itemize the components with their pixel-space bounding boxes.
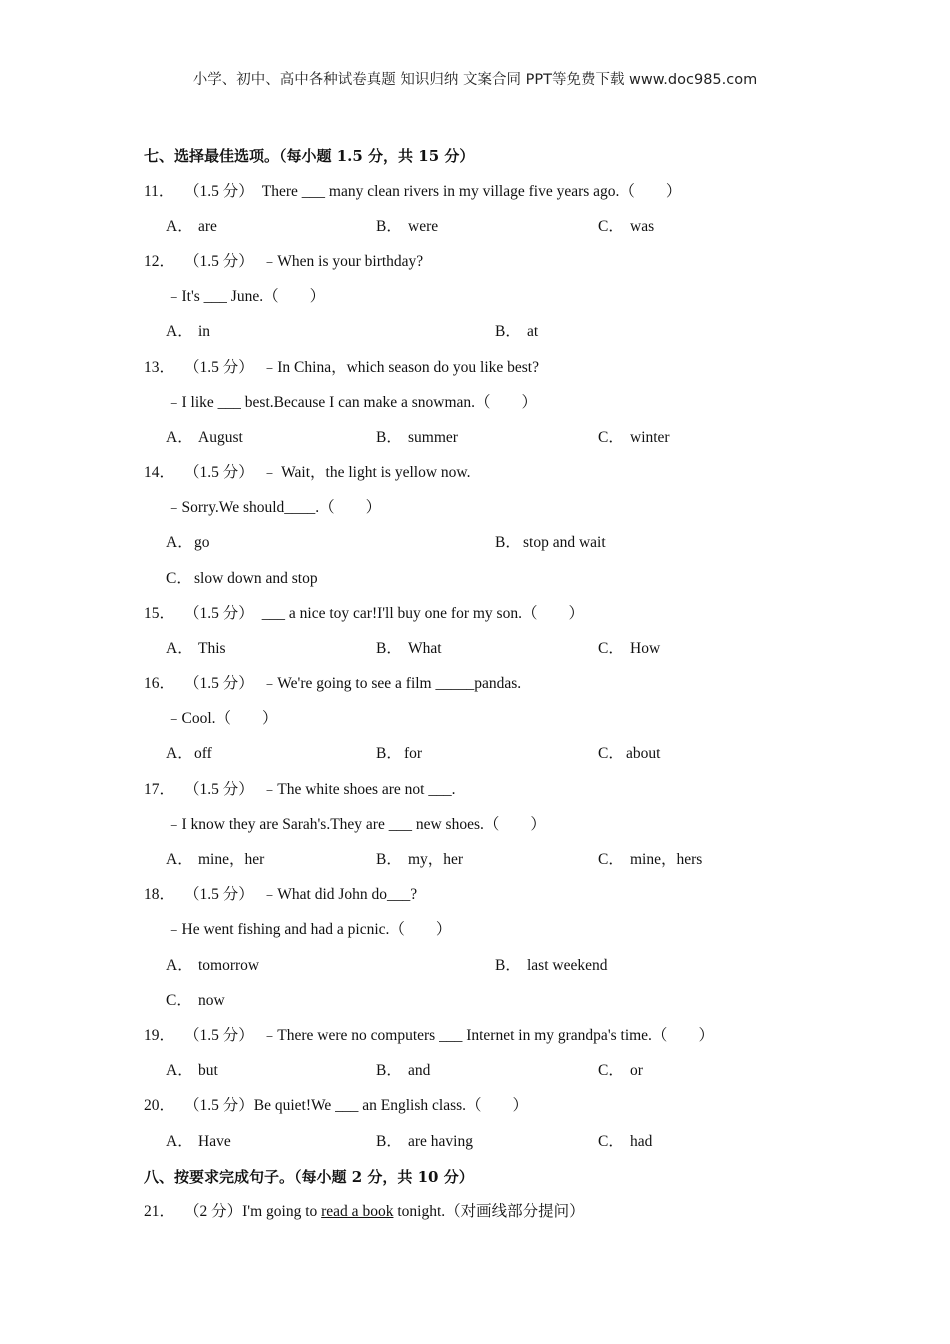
page-header: 小学、初中、高中各种试卷真题 知识归纳 文案合同 PPT等免费下载 www.doc985.com bbox=[192, 72, 758, 88]
exam-content: 七、选择最佳选项。（每小题 1.5 分，共 15 分） 11． （1.5 分） There ___ many clean rivers in my village five years ago.（ ） A． are B． were C． was 12． （1.5 分） ﹣When is your birthday? ﹣It's ___ June.（ ） A． in B． at 13． （1.5 分） ﹣In China，which season do you like best? ﹣I like ___ best.Because I can make a snowman.（ ） A． August B． summer C． winter 14． （1.5 分） ﹣ Wait，the light is yellow now. ﹣Sorry.We should____.（ ） A．go B． stop and wait C． slow down and stop 15． （1.5 分） ___ a nice toy car!I'll buy one for my son.（ ） A． This B． What C． How 16． （1.5 分） ﹣We're going to see a film _____pandas. ﹣Cool.（ ） A．off B． for C． about 17． （1.5 分） ﹣The white shoes are not ___. ﹣I know they are Sarah's.They are ___ new shoes.（ ） A． mine，her B． my，her C． mine，hers 18． （1.5 分） ﹣What did John do___? ﹣He went fishing and had a picnic.（ ） A． tomorrow B． last weekend C． now 19． （1.5 分） ﹣There were no computers ___ Internet in my grandpa's time.（ ） A． but B． and C． or 20． （1.5 分）Be quiet!We ___ an English class.（ ） A． Have B． are having C． had 八、按要求完成句子。（每小题 2 分，共 10 分） 21． （2 分）I'm going to read a book tonight.（对画线部分提问） bbox=[144, 147, 714, 1220]
question-18: 18． （1.5 分） ﹣What did John do___? bbox=[144, 886, 418, 903]
underlined-phrase: read a book bbox=[321, 1203, 394, 1220]
question-12: 12． （1.5 分） ﹣When is your birthday? bbox=[144, 253, 424, 270]
question-19: 19． （1.5 分） ﹣There were no computers ___ Internet in my grandpa's time.（ ） bbox=[144, 1027, 714, 1044]
question-14-dialog: ﹣Sorry.We should____.（ ） bbox=[166, 499, 382, 516]
section-7-title: 七、选择最佳选项。（每小题 1.5 分，共 15 分） bbox=[144, 147, 475, 165]
question-16: 16． （1.5 分） ﹣We're going to see a film _____pandas. bbox=[144, 675, 522, 692]
question-11: 11． （1.5 分） There ___ many clean rivers in my village five years ago.（ ） bbox=[144, 183, 682, 200]
section-8-title: 八、按要求完成句子。（每小题 2 分，共 10 分） bbox=[144, 1168, 474, 1186]
question-12-dialog: ﹣It's ___ June.（ ） bbox=[166, 288, 326, 305]
question-15: 15． （1.5 分） ___ a nice toy car!I'll buy one for my son.（ ） bbox=[144, 605, 584, 622]
question-21: 21． （2 分）I'm going to read a book tonight.（对画线部分提问） bbox=[144, 1203, 585, 1220]
question-13-dialog: ﹣I like ___ best.Because I can make a snowman.（ ） bbox=[166, 394, 538, 411]
question-14: 14． （1.5 分） ﹣ Wait，the light is yellow now. bbox=[144, 464, 471, 481]
question-17-dialog: ﹣I know they are Sarah's.They are ___ new shoes.（ ） bbox=[166, 816, 546, 833]
question-13: 13． （1.5 分） ﹣In China，which season do you like best? bbox=[144, 359, 539, 376]
question-18-dialog: ﹣He went fishing and had a picnic.（ ） bbox=[166, 921, 452, 938]
question-17: 17． （1.5 分） ﹣The white shoes are not ___. bbox=[144, 781, 456, 798]
question-20: 20． （1.5 分）Be quiet!We ___ an English class.（ ） bbox=[144, 1097, 529, 1114]
question-16-dialog: ﹣Cool.（ ） bbox=[166, 710, 278, 727]
